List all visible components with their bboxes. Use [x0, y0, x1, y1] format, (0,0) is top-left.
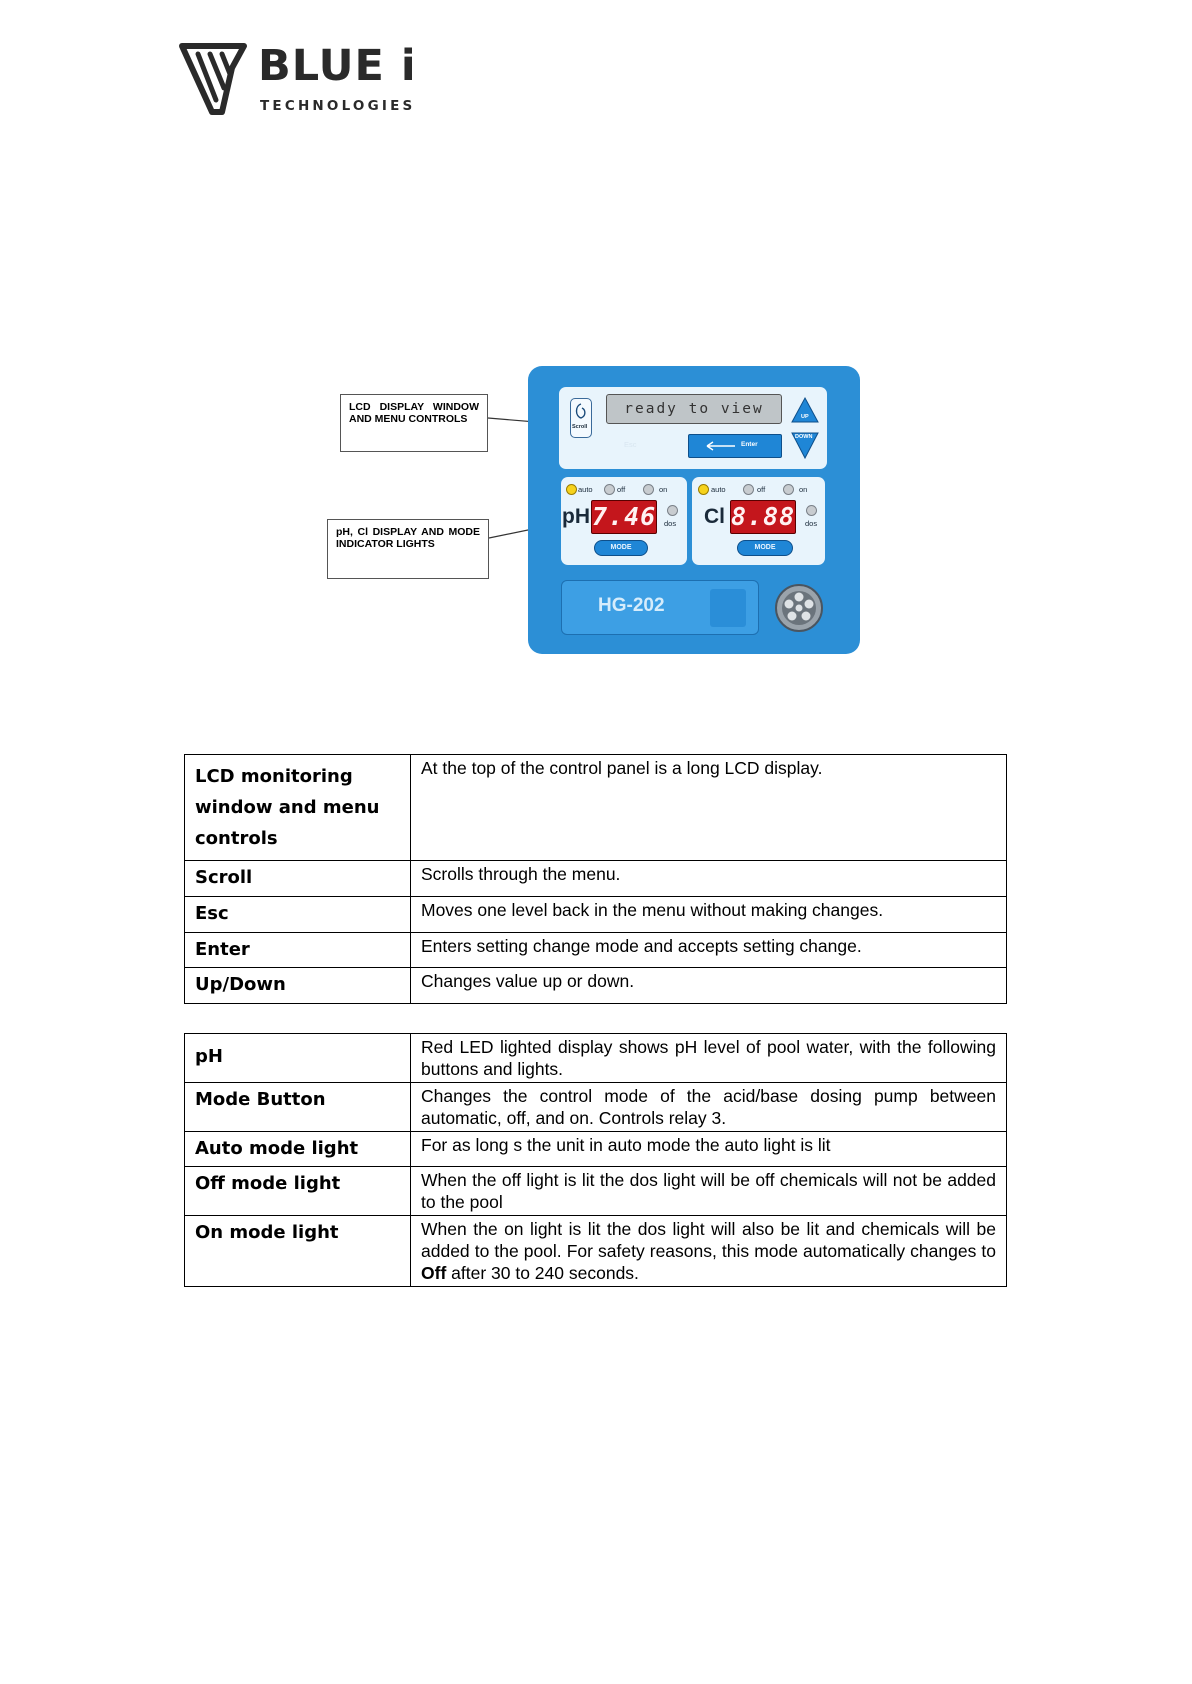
logo-brand-text: BLUE i — [258, 41, 417, 91]
lcd-display-text: ready to view — [624, 401, 764, 417]
ph-display-table — [184, 1033, 1007, 1287]
table-term: LCD monitoring window and menu controls — [185, 755, 411, 861]
enter-arrow-icon — [703, 440, 737, 452]
model-plate-window — [710, 589, 746, 627]
cl-mode-button: MODE — [737, 540, 793, 556]
table-term: Esc — [185, 897, 411, 933]
down-label: DOWN — [795, 434, 813, 440]
scroll-button — [570, 398, 592, 438]
table-description: Changes value up or down. — [411, 968, 1007, 1004]
cl-label: Cl — [704, 505, 725, 528]
table-description: At the top of the control panel is a long LCD display. — [411, 755, 1007, 861]
enter-label: Enter — [741, 441, 758, 448]
table-term: Auto mode light — [185, 1132, 411, 1167]
on-mode-desc-start: When the on light is lit the dos light will also be lit and chemicals will be added to the pool. For safety reasons, this mode automatically changes to — [421, 1219, 996, 1261]
table-row — [185, 897, 1007, 933]
table-row — [185, 861, 1007, 897]
cl-off-light — [743, 484, 754, 495]
model-name: HG-202 — [598, 595, 665, 616]
cl-dos-label: dos — [805, 519, 818, 528]
table-description: Moves one level back in the menu without making changes. — [411, 897, 1007, 933]
menu-controls-table — [184, 754, 1007, 1004]
table-term: Enter — [185, 933, 411, 968]
table-description — [411, 1216, 1007, 1287]
ph-off-label: off — [617, 485, 626, 494]
model-plate — [561, 580, 759, 635]
table-row — [185, 933, 1007, 968]
lcd-display-window — [606, 394, 782, 424]
scroll-icon — [571, 401, 591, 423]
table-term: Scroll — [185, 861, 411, 897]
table-row — [185, 1034, 1007, 1083]
cl-on-light — [783, 484, 794, 495]
ph-auto-light — [566, 484, 577, 495]
table-description: Enters setting change mode and accepts setting change. — [411, 933, 1007, 968]
cl-on-label: on — [799, 485, 808, 494]
table-row — [185, 1132, 1007, 1167]
up-label: UP — [801, 414, 809, 420]
ph-auto-label: auto — [578, 485, 593, 494]
logo-sub-text: TECHNOLOGIES — [260, 98, 416, 114]
ph-dos-light — [667, 505, 678, 516]
ph-label: pH — [562, 505, 590, 528]
table-term: Mode Button — [185, 1083, 411, 1132]
table-term: On mode light — [185, 1216, 411, 1287]
table-description: When the off light is lit the dos light will be off chemicals will not be added to the pool — [411, 1167, 1007, 1216]
ph-on-light — [643, 484, 654, 495]
ph-off-light — [604, 484, 615, 495]
up-arrow-icon — [790, 396, 820, 426]
ph-mode-button: MODE — [594, 540, 648, 556]
on-mode-desc-bold: Off — [421, 1263, 447, 1283]
cl-off-label: off — [757, 485, 766, 494]
ph-on-label: on — [659, 485, 668, 494]
table-description: Red LED lighted display shows pH level of pool water, with the following buttons and lights. — [411, 1034, 1007, 1083]
table-row — [185, 1216, 1007, 1287]
table-term: pH — [185, 1034, 411, 1083]
cl-dos-light — [806, 505, 817, 516]
table-row — [185, 1083, 1007, 1132]
table-description: Scrolls through the menu. — [411, 861, 1007, 897]
scroll-label: Scroll — [572, 424, 588, 430]
table-term: Off mode light — [185, 1167, 411, 1216]
callout-ph-cl-display: pH, Cl DISPLAY AND MODE INDICATOR LIGHTS — [327, 519, 489, 579]
esc-label: Esc — [624, 440, 637, 449]
table-row — [185, 1167, 1007, 1216]
cl-auto-label: auto — [711, 485, 726, 494]
on-mode-desc-end: after 30 to 240 seconds. — [446, 1263, 639, 1283]
table-row — [185, 755, 1007, 861]
ph-dos-label: dos — [664, 519, 677, 528]
cl-auto-light — [698, 484, 709, 495]
enter-button — [688, 434, 782, 458]
ph-seven-segment-display: 7.46 — [591, 500, 657, 534]
table-row — [185, 968, 1007, 1004]
callout-lcd-display: LCD DISPLAY WINDOW AND MENU CONTROLS — [340, 394, 488, 452]
table-description: For as long s the unit in auto mode the auto light is lit — [411, 1132, 1007, 1167]
table-term: Up/Down — [185, 968, 411, 1004]
table-description: Changes the control mode of the acid/base dosing pump between automatic, off, and on. Controls relay 3. — [411, 1083, 1007, 1132]
cl-seven-segment-display: 8.88 — [730, 500, 796, 534]
connector-socket-icon — [774, 583, 824, 633]
